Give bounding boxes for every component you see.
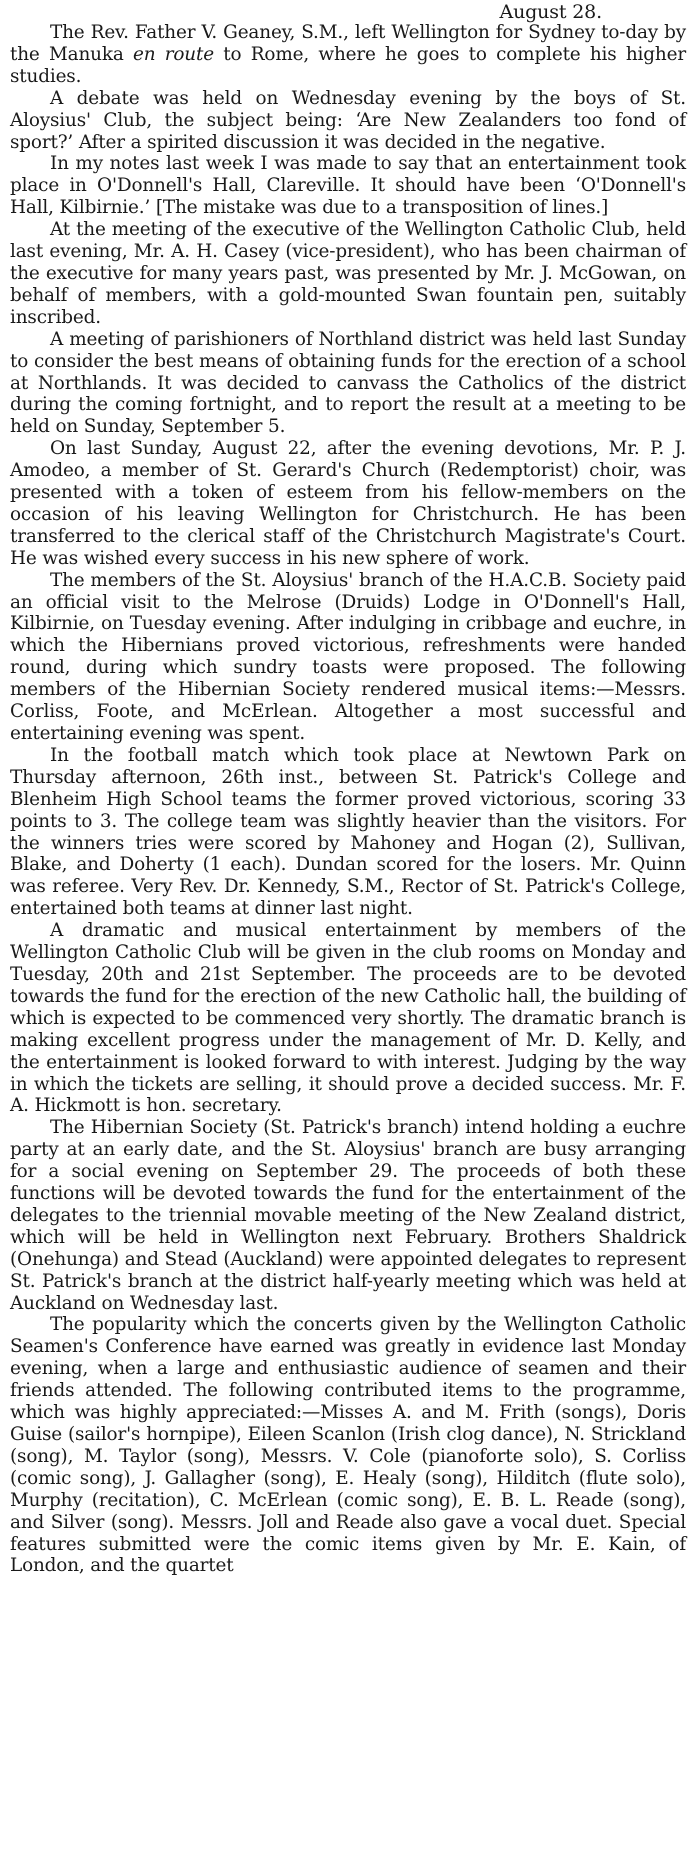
news-paragraph xyxy=(10,1117,686,1314)
news-paragraph xyxy=(10,219,686,329)
paragraph-text: The Hibernian Society (St. Patrick's branch) intend holding a euchre party at an early date, and the St. Aloysius' branch are busy arranging for a social evening on September 29. The proceeds of both these functions will be devoted towards the fund for the entertainment of the delegates to the triennial movable meeting of the New Zealand district, which will be held in Wellington next February. Brothers Shaldrick (Onehunga) and Stead (Auckland) were appointed delegates to represent St. Patrick's branch at the district half-yearly meeting which was held at Auckland on Wednesday last. xyxy=(10,1117,686,1314)
article-body xyxy=(10,22,686,1577)
news-paragraph xyxy=(10,920,686,1117)
news-paragraph xyxy=(10,1314,686,1577)
paragraph-text: The members of the St. Aloysius' branch of the H.A.C.B. Society paid an official visit to the Melrose (Druids) Lodge in O'Donnell's Hall, Kilbirnie, on Tuesday evening. After indulging in cribbage and euchre, in which the Hibernians proved victorious, refreshments were handed round, during which sundry toasts were proposed. The following members of the Hibernian Society rendered musical items:—Messrs. Corliss, Foote, and McErlean. Altogether a most successful and entertaining evening was spent. xyxy=(10,569,686,744)
paragraph-text: A meeting of parishioners of Northland district was held last Sunday to consider the best means of obtaining funds for the erection of a school at Northlands. It was decided to canvass the Catholics of the district during the coming fortnight, and to report the result at a meeting to be held on Sunday, September 5. xyxy=(10,328,686,438)
news-paragraph xyxy=(10,570,686,745)
paragraph-text: The popularity which the concerts given by the Wellington Catholic Seamen's Conference have earned was greatly in evidence last Monday evening, when a large and enthusiastic audience of seamen and their friends attended. The following contributed items to the programme, which was highly appreciated:—Misses A. and M. Frith (songs), Doris Guise (sailor's hornpipe), Eileen Scanlon (Irish clog dance), N. Strickland (song), M. Taylor (song), Messrs. V. Cole (pianoforte solo), S. Corliss (comic song), J. Gallagher (song), E. Healy (song), Hilditch (flute solo), Murphy (recitation), C. McErlean (comic song), E. B. L. Reade (song), and Silver (song). Messrs. Joll and Reade also gave a vocal duet. Special features submitted were the comic items given by Mr. E. Kain, of London, and the quartet xyxy=(10,1314,686,1577)
dateline: August 28. xyxy=(499,1,602,23)
paragraph-text: The Rev. Father V. Geaney, S.M., left Wellington for Sydney to-day by the Manuka xyxy=(10,22,686,65)
news-paragraph xyxy=(10,22,686,88)
paragraph-text: On last Sunday, August 22, after the evening devotions, Mr. P. J. Amodeo, a member of St. Gerard's Church (Redemptorist) choir, was presented with a token of esteem from his fellow-members on the occasion of his leaving Wellington for Christchurch. He has been transferred to the clerical staff of the Christchurch Magistrate's Court. He was wished every success in his new sphere of work. xyxy=(10,438,686,569)
italic-text: en route xyxy=(132,43,214,65)
paragraph-text: A debate was held on Wednesday evening by the boys of St. Aloysius' Club, the subject being: ‘Are New Zealanders too fond of sport?’ After a spirited discussion it was decided in the negative. xyxy=(10,87,686,153)
paragraph-text: A dramatic and musical entertainment by members of the Wellington Catholic Club will be given in the club rooms on Monday and Tuesday, 20th and 21st September. The proceeds are to be devoted towards the fund for the erection of the new Catholic hall, the building of which is expected to be commenced very shortly. The dramatic branch is making excellent progress under the management of Mr. D. Kelly, and the entertainment is looked forward to with interest. Judging by the way in which the tickets are selling, it should prove a decided success. Mr. F. A. Hickmott is hon. secretary. xyxy=(10,920,686,1117)
paragraph-text: At the meeting of the executive of the Wellington Catholic Club, held last evening, Mr. A. H. Casey (vice-president), who has been chairman of the executive for many years past, was presented by Mr. J. McGowan, on behalf of members, with a gold-mounted Swan fountain pen, suitably inscribed. xyxy=(10,219,686,328)
paragraph-text: In the football match which took place at Newtown Park on Thursday afternoon, 26th inst., between St. Patrick's College and Blenheim High School teams the former proved victorious, scoring 33 points to 3. The college team was slightly heavier than the visitors. For the winners tries were scored by Mahoney and Hogan (2), Sullivan, Blake, and Doherty (1 each). Dundan scored for the losers. Mr. Quinn was referee. Very Rev. Dr. Kennedy, S.M., Rector of St. Patrick's College, entertained both teams at dinner last night. xyxy=(10,744,686,920)
news-paragraph xyxy=(10,88,686,154)
news-paragraph xyxy=(10,153,686,219)
paragraph-text: to Rome, where he goes to complete his higher studies. xyxy=(10,43,686,87)
paragraph-text: In my notes last week I was made to say that an entertainment took place in O'Donnell's Hall, Clareville. It should have been ‘O'Donnell's Hall, Kilbirnie.’ [The mistake was due to a transposition of lines.] xyxy=(10,153,686,219)
news-paragraph xyxy=(10,745,686,920)
news-paragraph xyxy=(10,438,686,569)
news-paragraph xyxy=(10,329,686,439)
